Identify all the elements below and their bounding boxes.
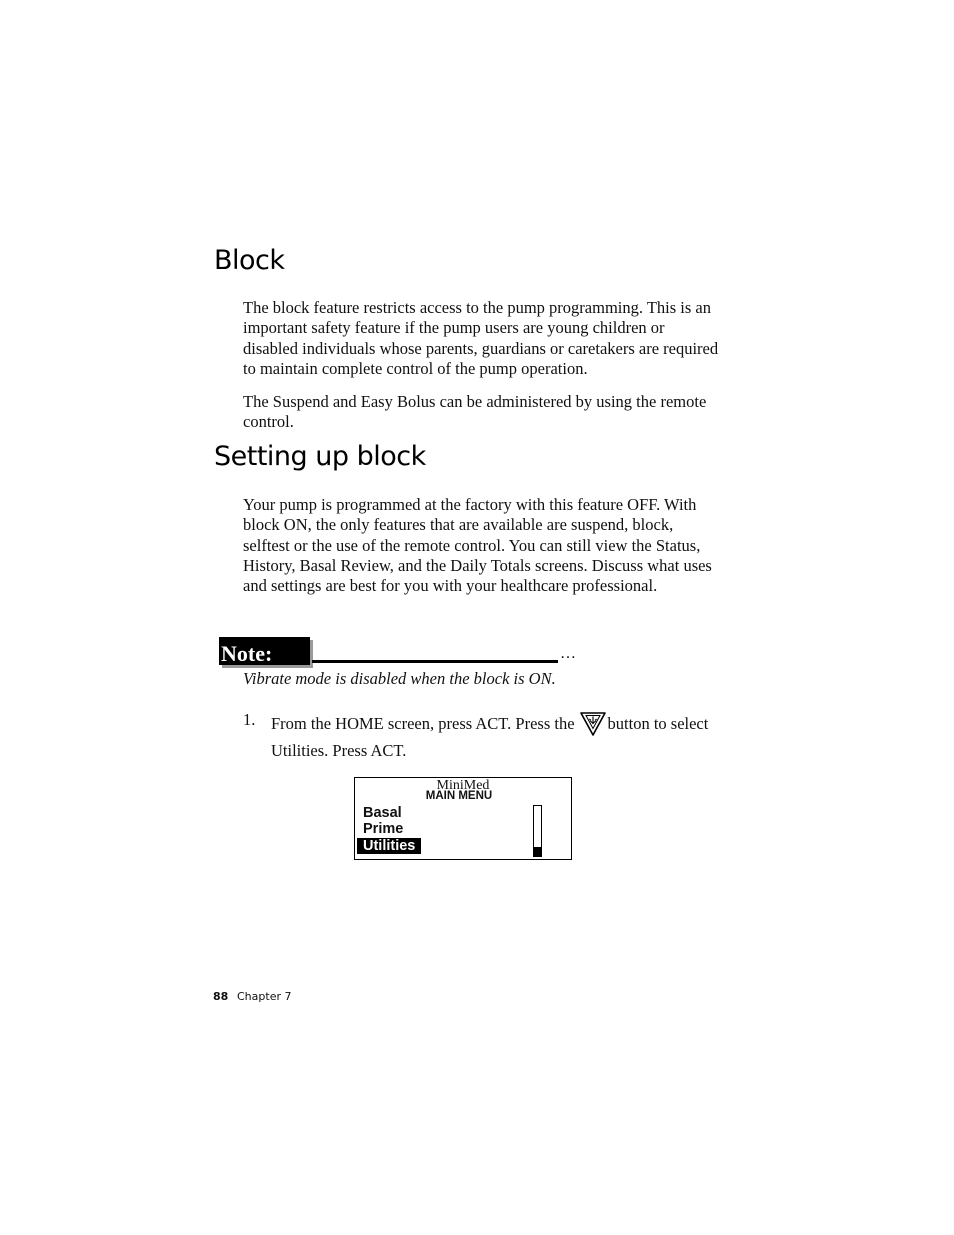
pump-screen xyxy=(354,777,572,860)
note-ellipsis: … xyxy=(560,645,577,662)
menu-item-prime: Prime xyxy=(363,821,404,837)
section-heading-block: Block xyxy=(214,245,285,276)
note-label: Note: xyxy=(219,637,310,665)
pump-screen-scroll-thumb xyxy=(534,847,541,856)
pump-screen-title: MAIN MENU xyxy=(425,790,493,802)
pump-screen-brand: MiniMed xyxy=(436,778,490,793)
page-number: 88 xyxy=(213,990,229,1003)
step-text-after-icon: button to select Utilities. Press ACT. xyxy=(271,714,709,760)
step-text-before-icon: From the HOME screen, press ACT. Press the xyxy=(271,714,575,733)
chapter-label: Chapter 7 xyxy=(237,990,292,1003)
pump-screen-scrollbar xyxy=(533,805,542,857)
menu-item-basal: Basal xyxy=(363,805,402,821)
note-divider xyxy=(312,660,558,663)
down-arrow-button-icon xyxy=(579,711,607,737)
step-instruction xyxy=(271,710,711,764)
menu-item-utilities: Utilities xyxy=(357,838,421,854)
paragraph-block-intro: The block feature restricts access to the pump programming. This is an important safety feature if the pump users are young children or disabled individuals whose parents, guardians or caretakers are required to maintain complete control of the pump operation. xyxy=(243,298,719,378)
step-number: 1. xyxy=(243,710,256,729)
paragraph-block-remote: The Suspend and Easy Bolus can be administered by using the remote control. xyxy=(243,392,707,432)
paragraph-setting-up: Your pump is programmed at the factory with this feature OFF. With block ON, the only features that are available are suspend, block, selftest or the use of the remote control. You can still view the Status, History, Basal Review, and the Daily Totals screens. Discuss what uses and settings are best for you with your healthcare professional. xyxy=(243,495,712,596)
section-heading-setting-up-block: Setting up block xyxy=(214,441,426,472)
note-text: Vibrate mode is disabled when the block is ON. xyxy=(243,669,556,688)
